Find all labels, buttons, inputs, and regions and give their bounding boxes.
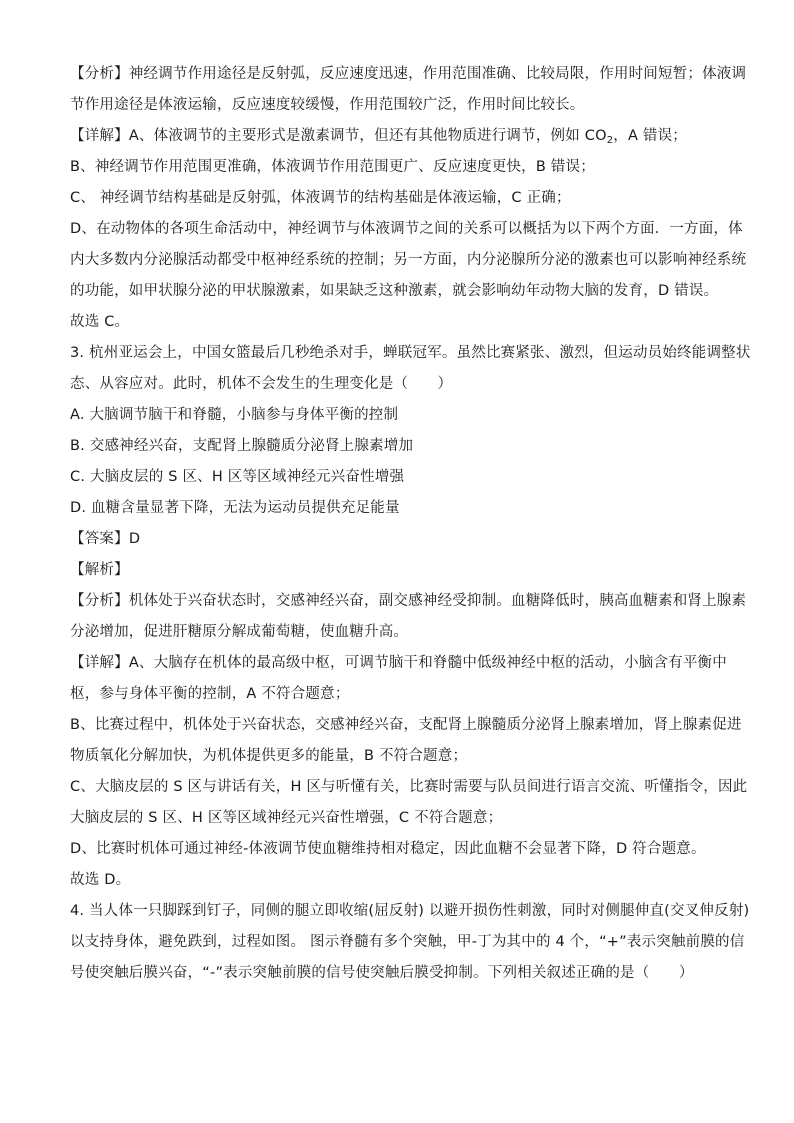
option-a: A. 大脑调节脑干和脊髓，小脑参与身体平衡的控制: [70, 407, 399, 423]
section-tag-detail: 【详解】: [70, 128, 129, 144]
text-line: D、比赛时机体可通过神经-体液调节使血糖维持相对稳定，因此血糖不会显著下降，D 符合题意。: [70, 841, 706, 857]
text-line: 枢，参与身体平衡的控制，A 不符合题意；: [70, 686, 350, 702]
explanation-heading: [70, 560, 730, 580]
question-stem: 3. 杭州亚运会上，中国女篮最后几秒绝杀对手，蝉联冠军。虽然比赛紧张、激烈，但运动员始终能调整状: [70, 345, 751, 361]
text-line: 分泌增加，促进肝糖原分解成葡萄糖，使血糖升高。: [70, 624, 409, 640]
text-line: 【分析】神经调节作用途径是反射弧，反应速度迅速，作用范围准确、比较局限，作用时间短暂；体液调: [70, 66, 747, 82]
option-d: D. 血糖含量显著下降，无法为运动员提供充足能量: [70, 500, 400, 516]
question-stem: 4. 当人体一只脚踩到钉子，同侧的腿立即收缩(屈反射) 以避开损伤性刺激，同时对侧腿伸直(交叉伸反射): [70, 903, 750, 919]
text-line: 内大多数内分泌腺活动都受中枢神经系统的控制；另一方面，内分泌腺所分泌的激素也可以影响神经系统: [70, 252, 747, 268]
text-line: 故选 D。: [70, 872, 131, 888]
text-line: C、大脑皮层的 S 区与讲话有关，H 区与听懂有关，比赛时需要与队员间进行语言交流、听懂指令，因此: [70, 779, 748, 795]
text-line: D、在动物体的各项生命活动中，神经调节与体液调节之间的关系可以概括为以下两个方面．一方面，体: [70, 221, 743, 237]
answer-line: 【答案】D: [70, 531, 141, 547]
option-b: B. 交感神经兴奋，支配肾上腺髓质分泌肾上腺素增加: [70, 438, 414, 454]
text-line: 【分析】机体处于兴奋状态时，交感神经兴奋，副交感神经受抑制。血糖降低时，胰高血糖素和肾上腺素: [70, 593, 747, 609]
text-line: 故选 C。: [70, 314, 130, 330]
text-line: 【详解】A、体液调节的主要形式是激素调节，但还有其他物质进行调节，例如 $CO_2$，A 错误；: [70, 128, 687, 146]
text-line: C、 神经调节结构基础是反射弧，体液调节的结构基础是体液运输，C 正确；: [70, 190, 571, 206]
section-tag-explanation: 【解析】: [70, 562, 129, 578]
question-stem: 以支持身体，避免跌到，过程如图。 图示脊髓有多个突触，甲-丁为其中的 4 个，“+”表示突触前膜的信: [70, 934, 745, 950]
document-page: [70, 64, 751, 994]
section-tag-analysis: 【分析】: [70, 593, 129, 609]
text-line: B、比赛过程中，机体处于兴奋状态，交感神经兴奋，支配肾上腺髓质分泌肾上腺素增加，肾上腺素促进: [70, 717, 742, 733]
text-line: 大脑皮层的 S 区、H 区等区域神经元兴奋性增强，C 不符合题意；: [70, 810, 503, 826]
text-line: B、神经调节作用范围更准确，体液调节作用范围更广、反应速度更快，B 错误；: [70, 159, 595, 175]
text-line: 节作用途径是体液运输，反应速度较缓慢，作用范围较广泛，作用时间比较长。: [70, 97, 585, 113]
section-tag-detail: 【详解】: [70, 655, 129, 671]
text-line: 【详解】A、大脑存在机体的最高级中枢，可调节脑干和脊髓中低级神经中枢的活动，小脑含有平衡中: [70, 655, 727, 671]
question-stem: 态、从容应对。此时，机体不会发生的生理变化是（ ）: [70, 376, 453, 392]
section-tag-analysis: 【分析】: [70, 66, 129, 82]
question-stem: 号使突触后膜兴奋，“-”表示突触前膜的信号使突触后膜受抑制。下列相关叙述正确的是（ ）: [70, 965, 694, 981]
option-c: C. 大脑皮层的 S 区、H 区等区域神经元兴奋性增强: [70, 469, 405, 485]
text-line: 物质氧化分解加快，为机体提供更多的能量，B 不符合题意；: [70, 748, 468, 764]
text-line: 的功能，如甲状腺分泌的甲状腺激素，如果缺乏这种激素，就会影响幼年动物大脑的发育，D 错误。: [70, 283, 719, 299]
section-tag-answer: 【答案】: [70, 531, 129, 547]
